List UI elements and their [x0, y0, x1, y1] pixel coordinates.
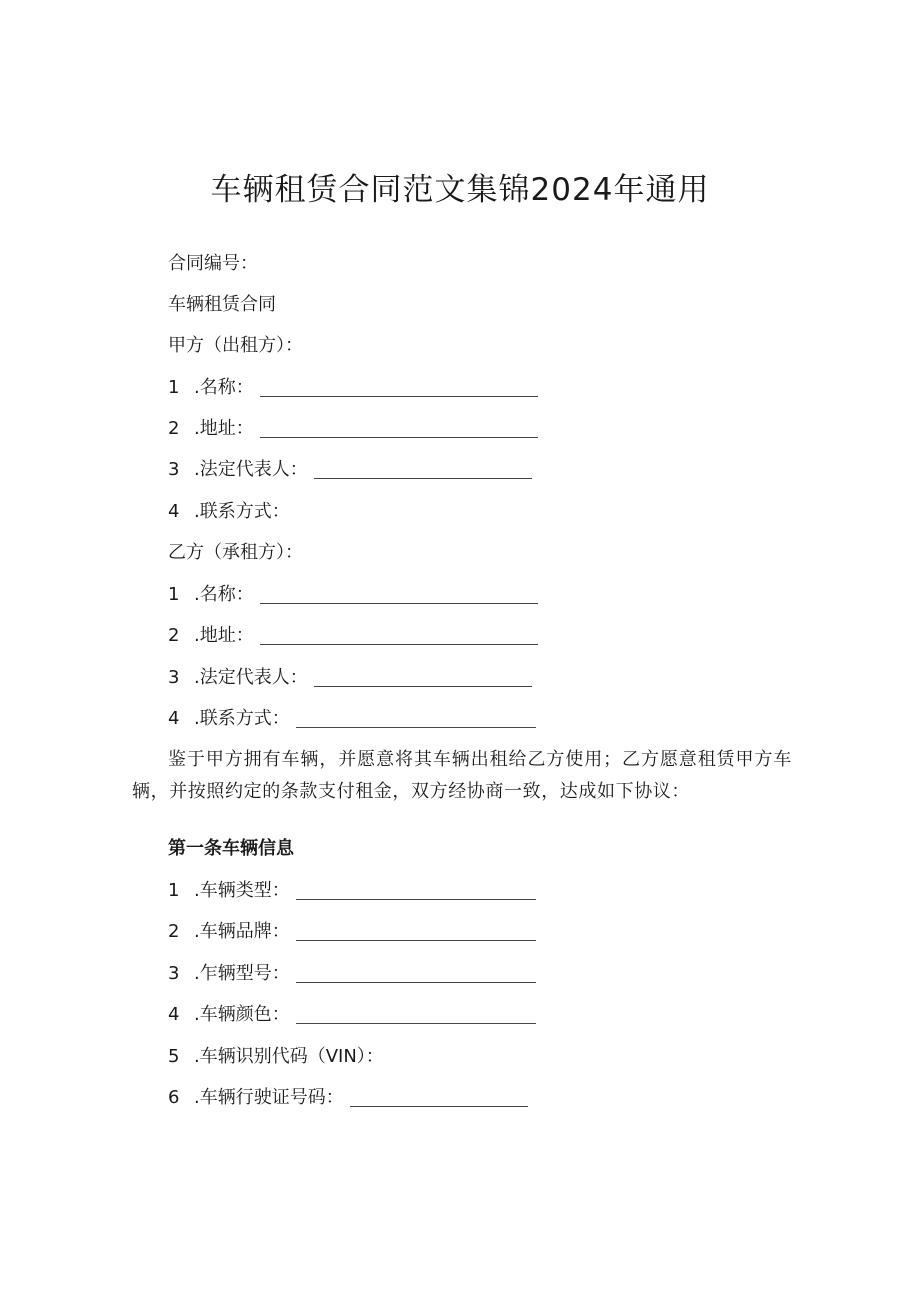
vehicle-license-line	[168, 1084, 528, 1112]
item-number: 4	[168, 1004, 180, 1025]
article-1-heading: 第一条车辆信息	[168, 838, 294, 859]
field-label: .法定代表人：	[194, 667, 308, 688]
fill-in-blank	[260, 643, 538, 645]
party-a-heading: 甲方（出租方）：	[168, 335, 303, 356]
fill-in-blank	[296, 726, 536, 728]
vehicle-model-line	[168, 960, 536, 988]
item-number: 1	[168, 880, 180, 901]
fill-in-blank	[296, 1022, 536, 1024]
contract-number-label: 合同编号：	[168, 253, 258, 274]
item-number: 2	[168, 418, 180, 439]
field-label: .联系方式：	[194, 708, 290, 729]
party-b-representative-line	[168, 664, 532, 692]
party-a-address-line	[168, 415, 538, 443]
field-label: .名称：	[194, 377, 254, 398]
party-b-address-line	[168, 622, 538, 650]
item-number: 2	[168, 921, 180, 942]
field-label: .车辆颜色：	[194, 1004, 290, 1025]
vehicle-type-line	[168, 877, 536, 905]
vehicle-vin-line	[168, 1043, 384, 1071]
field-label: .车辆品牌：	[194, 921, 290, 942]
field-label: .地址：	[194, 418, 254, 439]
field-label: .地址：	[194, 625, 254, 646]
party-a-name-line	[168, 374, 538, 402]
item-number: 5	[168, 1046, 180, 1067]
fill-in-blank	[296, 981, 536, 983]
field-label: .法定代表人：	[194, 459, 308, 480]
fill-in-blank	[350, 1105, 528, 1107]
item-number: 3	[168, 963, 180, 984]
vehicle-color-line	[168, 1001, 536, 1029]
item-number: 3	[168, 459, 180, 480]
field-label: .乍辆型号：	[194, 963, 290, 984]
field-label: .车辆类型：	[194, 880, 290, 901]
item-number: 4	[168, 708, 180, 729]
preamble-paragraph: 鉴于甲方拥有车辆，并愿意将其车辆出租给乙方使用；乙方愿意租赁甲方车辆，并按照约定的条款支付租金，双方经协商一致，达成如下协议：	[132, 749, 792, 802]
contract-name: 车辆租赁合同	[168, 294, 276, 315]
party-a-contact-line	[168, 498, 290, 526]
contract-name-line	[168, 291, 276, 319]
fill-in-blank	[260, 602, 538, 604]
fill-in-blank	[296, 939, 536, 941]
item-number: 6	[168, 1087, 180, 1108]
party-a-representative-line	[168, 456, 532, 484]
fill-in-blank	[314, 685, 532, 687]
field-label: .车辆行驶证号码：	[194, 1087, 344, 1108]
fill-in-blank	[314, 477, 532, 479]
item-number: 4	[168, 501, 180, 522]
party-b-heading: 乙方（承租方）：	[168, 542, 303, 563]
field-label: .车辆识别代码（VIN）：	[194, 1046, 384, 1067]
fill-in-blank	[260, 395, 538, 397]
item-number: 1	[168, 584, 180, 605]
vehicle-brand-line	[168, 918, 536, 946]
fill-in-blank	[260, 436, 538, 438]
fill-in-blank	[296, 898, 536, 900]
contract-number-line	[168, 250, 258, 278]
document-title: 车辆租赁合同范文集锦2024年通用	[210, 172, 710, 208]
item-number: 2	[168, 625, 180, 646]
field-label: .名称：	[194, 584, 254, 605]
item-number: 3	[168, 667, 180, 688]
field-label: .联系方式：	[194, 501, 290, 522]
item-number: 1	[168, 377, 180, 398]
party-b-contact-line	[168, 705, 536, 733]
party-b-name-line	[168, 581, 538, 609]
